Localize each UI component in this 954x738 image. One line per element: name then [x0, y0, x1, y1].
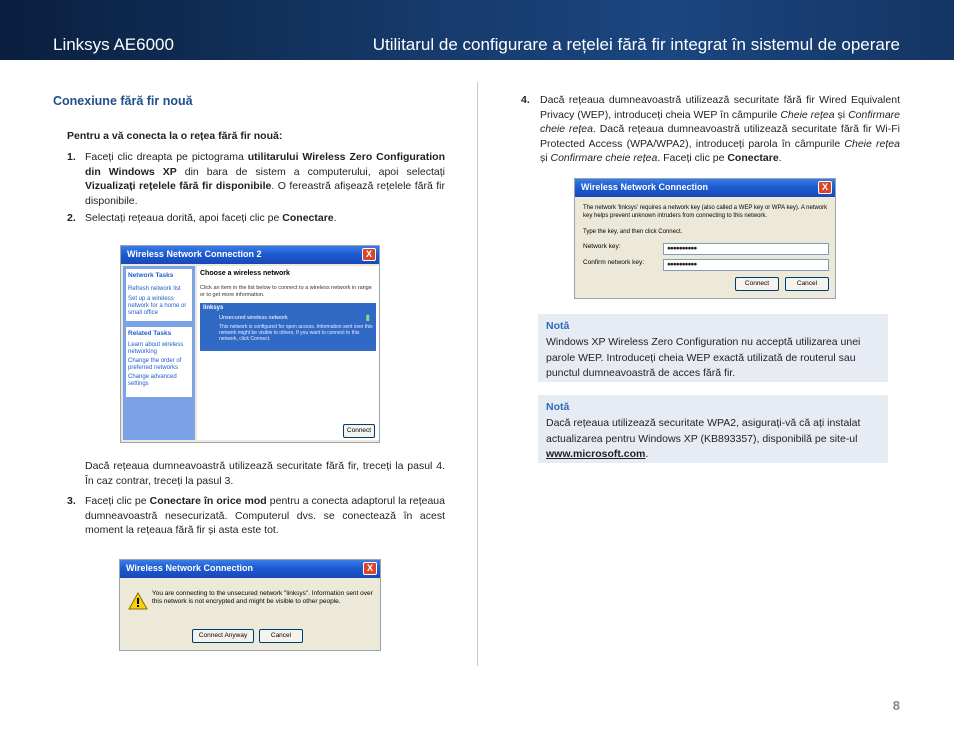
- after-screenshot-text: Dacă rețeaua dumneavoastră utilizează securitate fără fir, treceți la pasul 4. În caz contrar, treceți la pasul 3.: [85, 460, 445, 487]
- page-number: 8: [892, 698, 900, 713]
- unsecured-warning-screenshot: [119, 559, 381, 651]
- step1-text: Faceți clic dreapta pe pictograma utilitarului Wireless Zero Configuration din Windows XP din bara de sistem a computerului, apoi selectați Vizualizați rețelele fără fir disponibile. O fereastră afișează rețelele fără fir disponibile.: [85, 151, 445, 207]
- step1-number: 1.: [67, 151, 76, 163]
- confirm-key-label: Confirm network key:: [583, 259, 645, 266]
- change-order-link[interactable]: Change the order of preferred networks: [128, 358, 182, 371]
- note-body: Windows XP Wireless Zero Configuration nu acceptă utilizarea unei parole WEP. Introduceți cheia WEP exactă utilizată de routerul sau punctul dumneavoastră de acces fără fir.: [546, 336, 861, 379]
- key-hint-text: Type the key, and then click Connect.: [583, 229, 683, 235]
- related-tasks-panel: [126, 327, 192, 397]
- network-item-linksys[interactable]: [200, 303, 376, 351]
- note-body: Dacă rețeaua utilizează securitate WPA2, asigurați-vă că ați instalat actualizarea pentru Windows XP (KB893357), disponibilă pe site-ul www.microsoft.com.: [546, 417, 861, 460]
- window-titlebar: [120, 560, 380, 578]
- warning-message: You are connecting to the unsecured network "linksys". Information sent over this network is not encrypted and might be visible to other people.: [152, 590, 373, 605]
- cancel-button[interactable]: Cancel: [259, 629, 303, 643]
- step4-text: Dacă rețeaua dumneavoastră utilizează securitate fără fir Wired Equivalent Privacy (WEP), introduceți cheia WEP în câmpurile Cheie rețea și Confirmare cheie rețea. Dacă rețeaua dumneavoastră utilizează securitate fără fir Wi-Fi Protected Access (WPA/WPA2), introduceți parola în câmpurile Cheie rețea și Confirmare cheie rețea. Faceți clic pe Conectare.: [540, 94, 900, 165]
- intro-text: Pentru a vă conecta la o rețea fără fir nouă:: [67, 130, 283, 142]
- section-title: Conexiune fără fir nouă: [53, 94, 193, 108]
- choose-network-screenshot: [120, 245, 380, 443]
- network-key-label: Network key:: [583, 243, 621, 250]
- key-required-message: The network 'linksys' requires a network key (also called a WEP key or WPA key). A network key helps prevent unknown intruders from connecting to this network.: [583, 205, 828, 219]
- instruction-text: Click an item in the list below to connect to a wireless network in range or to get more information.: [200, 285, 372, 298]
- step3-text: Faceți clic pe Conectare în orice mod pentru a conecta adaptorul la rețeaua dumneavoastră nesecurizată. Computerul dvs. se conectează în acest moment la rețeaua fără fir și asta este tot.: [85, 495, 445, 537]
- window-titlebar: [121, 246, 379, 264]
- step2-number: 2.: [67, 212, 76, 224]
- choose-network-heading: Choose a wireless network: [200, 270, 290, 277]
- task-pane: [123, 266, 195, 440]
- close-icon[interactable]: X: [362, 248, 376, 261]
- advanced-settings-link[interactable]: Change advanced settings: [128, 374, 177, 387]
- cancel-button[interactable]: Cancel: [785, 277, 829, 291]
- window-title: Wireless Network Connection: [581, 182, 708, 192]
- page-header: [0, 0, 954, 60]
- connect-anyway-button[interactable]: Connect Anyway: [192, 629, 254, 643]
- product-name: Linksys AE6000: [53, 35, 174, 54]
- connect-button[interactable]: Connect: [735, 277, 779, 291]
- refresh-network-link[interactable]: Refresh network list: [128, 286, 181, 292]
- network-status: Unsecured wireless network: [219, 315, 288, 321]
- chapter-title: Utilitarul de configurare a rețelei fără fir integrat în sistemul de operare: [372, 35, 900, 54]
- window-titlebar: [575, 179, 835, 197]
- note-wpa2: [538, 395, 888, 463]
- related-tasks-heading: Related Tasks: [128, 330, 172, 337]
- microsoft-link[interactable]: www.microsoft.com: [546, 448, 646, 460]
- warning-icon: [128, 592, 148, 610]
- network-tasks-heading: Network Tasks: [128, 272, 174, 279]
- column-divider: [477, 82, 478, 666]
- connect-button[interactable]: Connect: [343, 424, 375, 438]
- note-title: Notă: [546, 320, 570, 332]
- network-description: This network is configured for open access. Information sent over this network might be visible to others. If you want to connect to this network, click Connect.: [219, 324, 373, 342]
- confirm-key-input[interactable]: ●●●●●●●●●●: [663, 259, 829, 271]
- step4-number: 4.: [521, 94, 530, 106]
- signal-strength-icon: ▮: [365, 313, 370, 322]
- note-wep: [538, 314, 888, 382]
- setup-network-link[interactable]: Set up a wireless network for a home or small office: [128, 296, 187, 316]
- window-title: Wireless Network Connection 2: [127, 249, 262, 259]
- network-key-input[interactable]: ●●●●●●●●●●: [663, 243, 829, 255]
- close-icon[interactable]: X: [818, 181, 832, 194]
- network-name: linksys: [203, 305, 224, 311]
- learn-wireless-link[interactable]: Learn about wireless networking: [128, 342, 184, 355]
- close-icon[interactable]: X: [363, 562, 377, 575]
- network-key-screenshot: [574, 178, 836, 299]
- step3-number: 3.: [67, 495, 76, 507]
- note-title: Notă: [546, 401, 570, 413]
- window-title: Wireless Network Connection: [126, 563, 253, 573]
- network-tasks-panel: [126, 269, 192, 321]
- network-list-pane: [197, 266, 379, 440]
- step2-text: Selectați rețeaua dorită, apoi faceți clic pe Conectare.: [85, 212, 337, 224]
